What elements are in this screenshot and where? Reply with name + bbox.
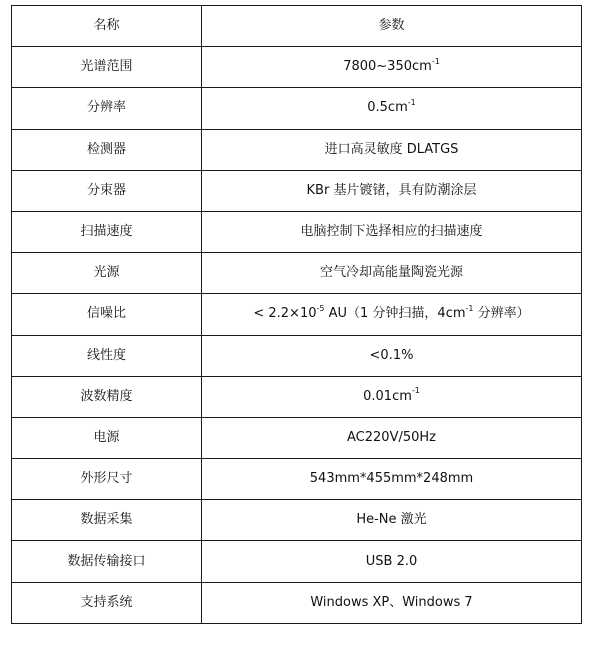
value-text: 电脑控制下选择相应的扫描速度 <box>300 224 483 240</box>
table-row <box>12 253 582 294</box>
value-text: KBr 基片镀锗，具有防潮涂层 <box>306 182 477 198</box>
param-name-cell: 检测器 <box>12 129 202 170</box>
superscript-exponent: -5 <box>316 304 325 314</box>
param-value-cell <box>202 88 582 129</box>
table-row <box>12 47 582 88</box>
param-value-cell <box>202 582 582 623</box>
table-row <box>12 459 582 500</box>
value-text: AU（1 分钟扫描，4cm <box>324 306 466 322</box>
param-name-cell: 电源 <box>12 417 202 458</box>
table-row <box>12 129 582 170</box>
param-name-cell: 信噪比 <box>12 294 202 335</box>
value-text: AC220V/50Hz <box>347 429 436 445</box>
header-value-cell: 参数 <box>202 6 582 47</box>
table-row <box>12 582 582 623</box>
param-value-cell <box>202 459 582 500</box>
param-value-cell <box>202 211 582 252</box>
param-value-cell <box>202 253 582 294</box>
table-row <box>12 500 582 541</box>
value-text: <0.1% <box>369 347 414 363</box>
superscript-exponent: -1 <box>411 386 420 396</box>
value-text: 543mm*455mm*248mm <box>309 471 474 487</box>
table-row <box>12 170 582 211</box>
param-name-cell: 数据采集 <box>12 500 202 541</box>
param-name-cell: 波数精度 <box>12 376 202 417</box>
value-text: 0.01cm <box>363 388 412 404</box>
param-name-cell: 支持系统 <box>12 582 202 623</box>
value-text: 空气冷却高能量陶瓷光源 <box>319 265 463 281</box>
param-name-cell: 扫描速度 <box>12 211 202 252</box>
value-text: 7800~350cm <box>343 59 432 75</box>
superscript-exponent: -1 <box>407 98 416 108</box>
param-name-cell: 数据传输接口 <box>12 541 202 582</box>
param-name-cell: 光谱范围 <box>12 47 202 88</box>
param-name-cell: 光源 <box>12 253 202 294</box>
spec-table-body <box>12 6 582 624</box>
table-row <box>12 88 582 129</box>
param-value-cell <box>202 376 582 417</box>
table-row <box>12 376 582 417</box>
value-text: 分辨率） <box>473 306 530 322</box>
value-text: Windows XP、Windows 7 <box>310 594 473 610</box>
param-value-cell <box>202 170 582 211</box>
table-row <box>12 211 582 252</box>
value-text: 进口高灵敏度 DLATGS <box>324 141 459 157</box>
param-value-cell <box>202 47 582 88</box>
param-value-cell <box>202 129 582 170</box>
table-header-row <box>12 6 582 47</box>
table-row <box>12 335 582 376</box>
param-value-cell <box>202 417 582 458</box>
param-name-cell: 分辨率 <box>12 88 202 129</box>
table-row <box>12 541 582 582</box>
param-name-cell: 线性度 <box>12 335 202 376</box>
param-value-cell <box>202 541 582 582</box>
superscript-exponent: -1 <box>465 304 474 314</box>
table-row <box>12 417 582 458</box>
param-value-cell <box>202 335 582 376</box>
param-value-cell <box>202 500 582 541</box>
header-name-cell: 名称 <box>12 6 202 47</box>
param-name-cell: 分束器 <box>12 170 202 211</box>
value-text: 0.5cm <box>367 100 408 116</box>
superscript-exponent: -1 <box>431 56 440 66</box>
param-value-cell <box>202 294 582 335</box>
param-name-cell: 外形尺寸 <box>12 459 202 500</box>
value-text: < 2.2×10 <box>253 306 317 322</box>
spec-table <box>11 5 582 624</box>
table-row <box>12 294 582 335</box>
value-text: USB 2.0 <box>365 553 418 569</box>
value-text: He-Ne 激光 <box>356 512 427 528</box>
